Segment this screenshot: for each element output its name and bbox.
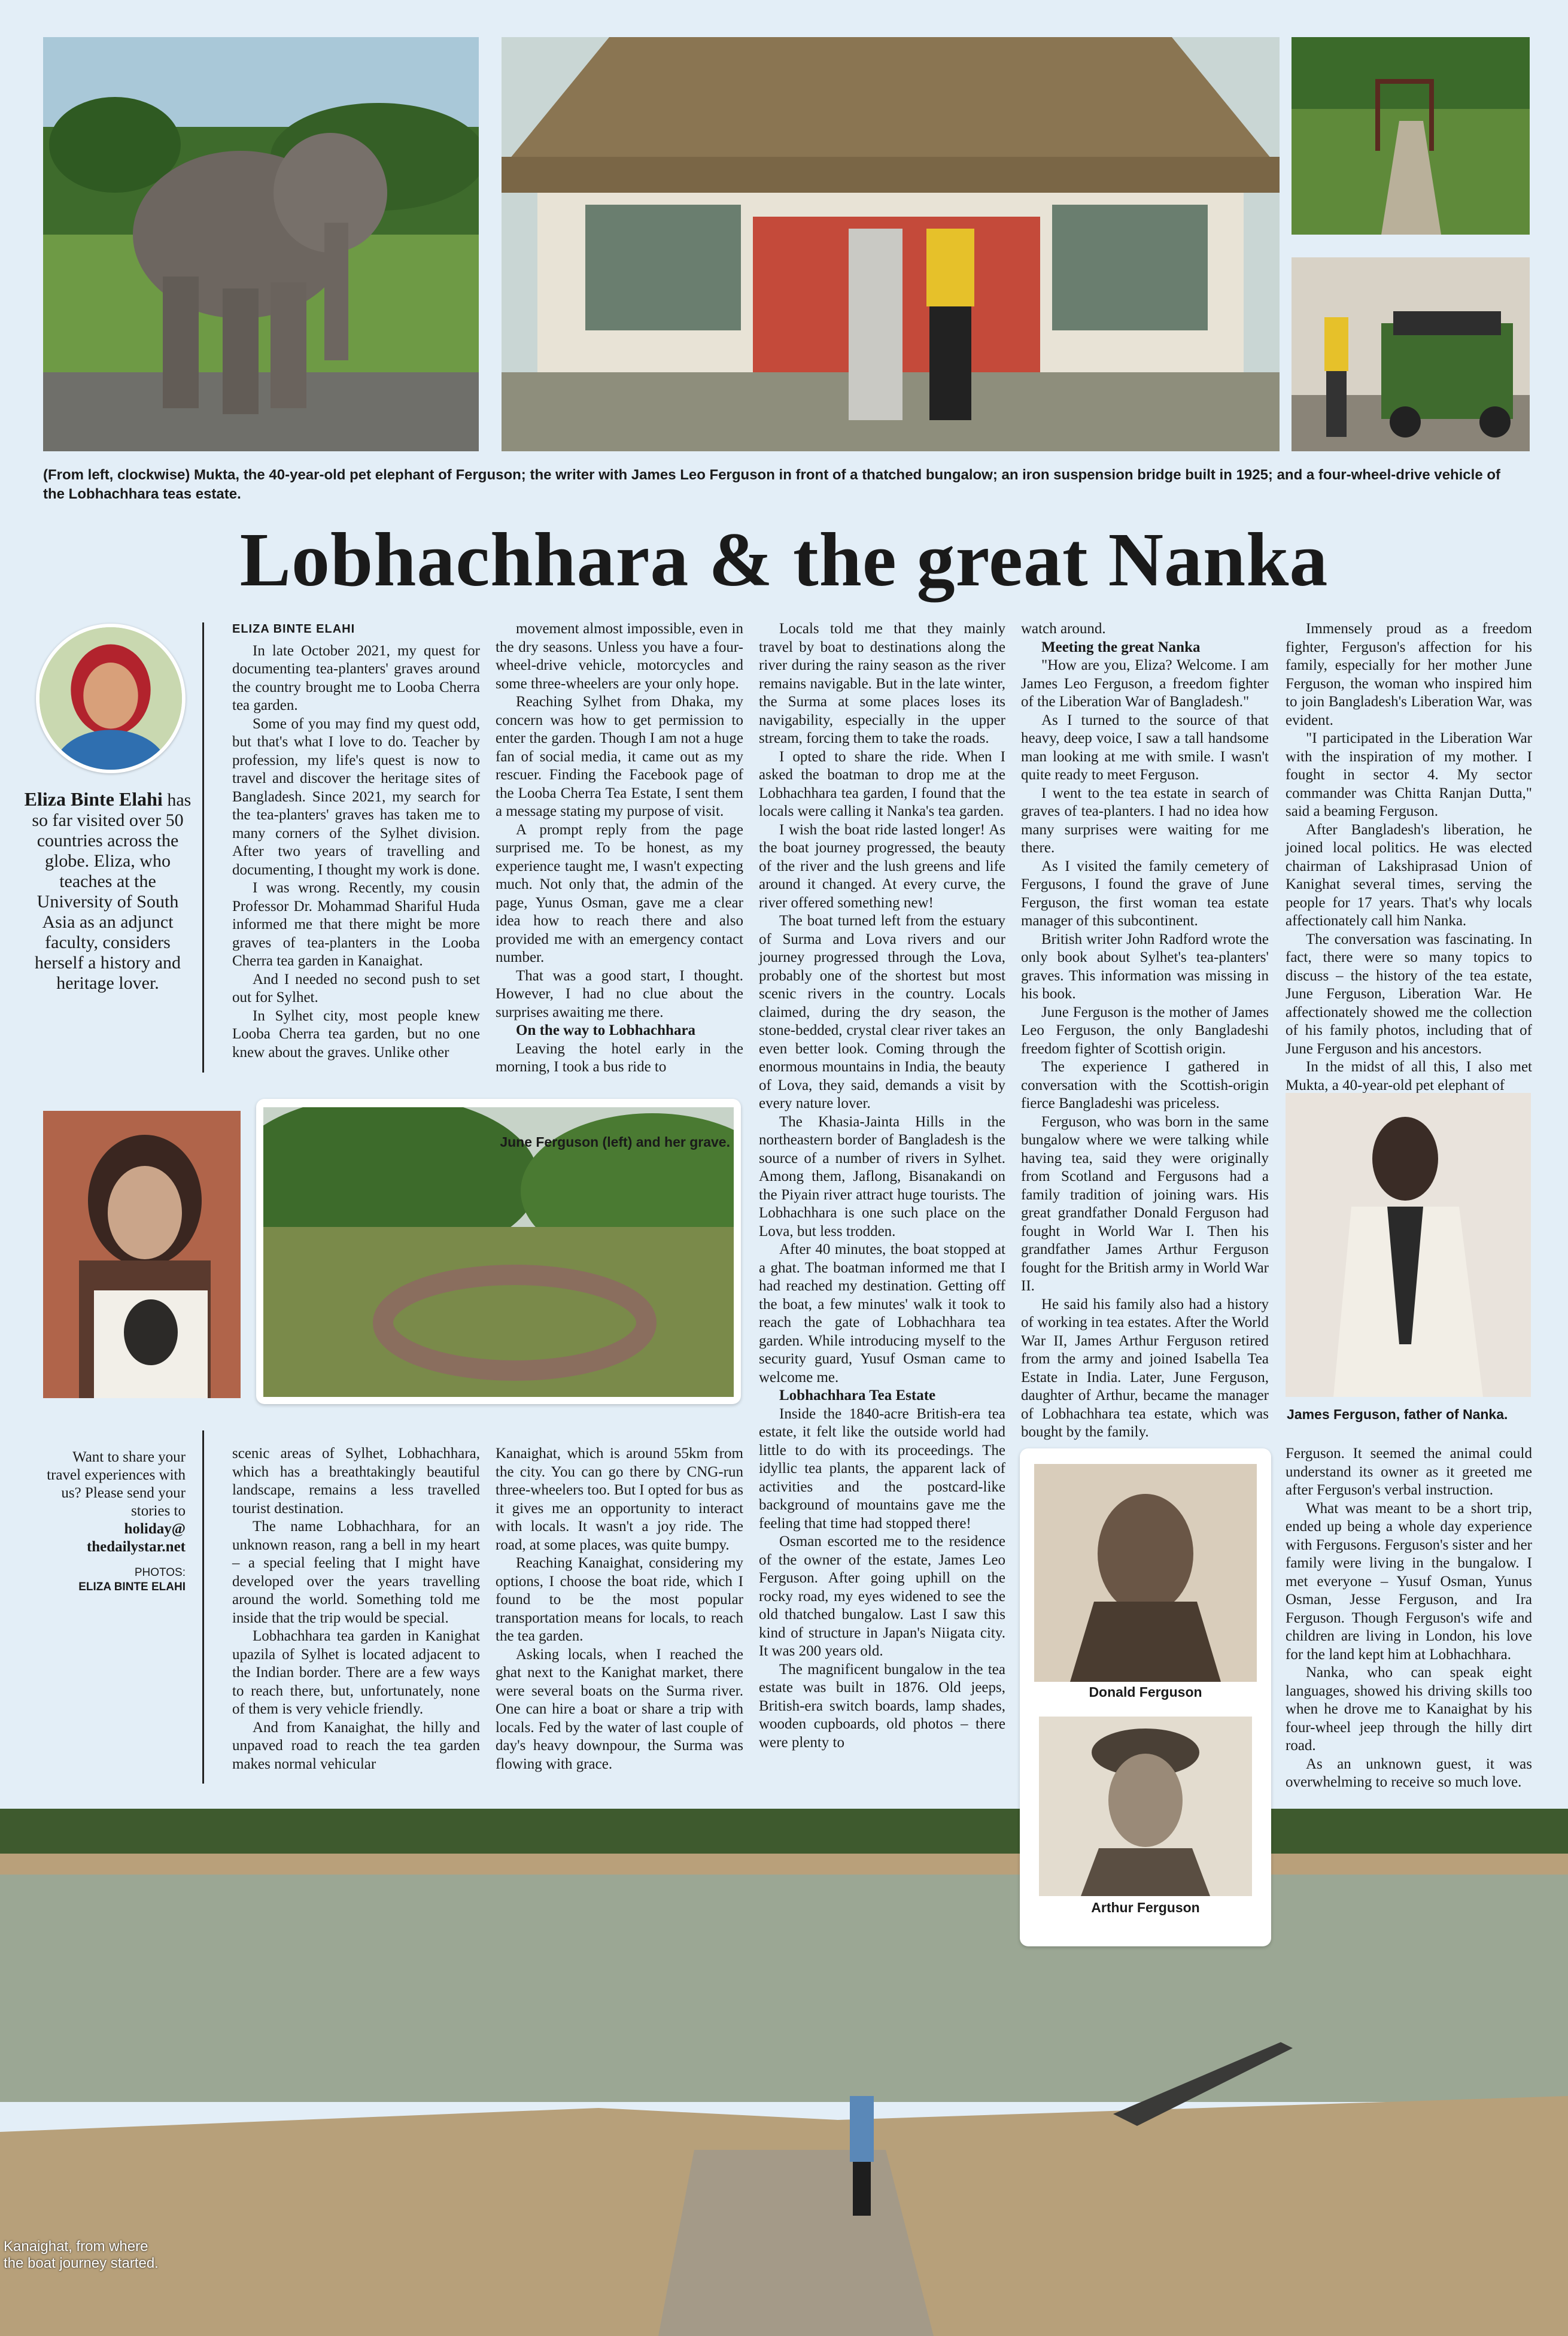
paragraph: British writer John Radford wrote the only book about Sylhet's tea-planters' graves. This information was missing in his book. [1021, 931, 1269, 1002]
james-caption: James Ferguson, father of Nanka. [1287, 1407, 1508, 1422]
paragraph: Leaving the hotel early in the morning, I took a bus ride to [496, 1040, 743, 1075]
paragraph: I opted to share the ride. When I asked the boatman to drop me at the Lobhachhara tea garden, I found that the locals were calling it Nanka's tea garden. [759, 748, 1005, 819]
paragraph: Osman escorted me to the residence of the owner of the estate, James Leo Ferguson. After going uphill on the rocky road, my eyes widened to see the old thatched bungalow. Last I saw this kind of structure in Japan's Niigata city. It was 200 years old. [759, 1533, 1005, 1659]
paragraph: After 40 minutes, the boat stopped at a ghat. The boatman informed me that I had reached my destination. Getting off the boat, a few minutes' walk it took to reach the gate of Lobhachhara tea garden. While introducing myself to the security guard, Yusuf Osman came to welcome me. [759, 1241, 1005, 1386]
paragraph: Reaching Kanaighat, considering my options, I choose the boat ride, which I found to be the most popular transportation means for locals, to reach the tea garden. [496, 1555, 743, 1644]
paragraph: "I participated in the Liberation War with the inspiration of my mother. I fought in sector 4. My sector commander was Chitta Ranjan Dutta," said a beaming Ferguson. [1286, 730, 1532, 819]
article-column-5 [1286, 620, 1532, 1095]
author-name: Eliza Binte Elahi [24, 788, 163, 810]
paragraph: Kanaighat, which is around 55km from the city. You can go there by CNG-run three-wheelers too. But I opted for bus as it gives me an opportunity to interact with locals. It wasn't a joy ride. The road, at some places, was quite bumpy. [496, 1445, 743, 1553]
column-rule [202, 622, 204, 1073]
paragraph: I wish the boat ride lasted longer! As the boat journey progressed, the beauty of the river and the lush greens and life around it changed. At every curve, the river offered something new! [759, 821, 1005, 911]
subheading-meeting: Meeting the great Nanka [1041, 639, 1201, 655]
share-note-text: Want to share your travel experiences with us? Please send your stories to [47, 1449, 186, 1519]
article-column-1 [232, 620, 480, 1062]
paragraph: I was wrong. Recently, my cousin Professor Dr. Mohammad Shariful Huda informed me that there might be more graves of tea-planters in the Looba Cherra tea garden in Kanaighat. [232, 880, 480, 969]
paragraph: As I visited the family cemetery of Fergusons, I found the grave of June Ferguson, the first woman tea estate manager of this subcontinent. [1021, 858, 1269, 929]
top-photos-caption: (From left, clockwise) Mukta, the 40-year-old pet elephant of Ferguson; the writer with James Leo Ferguson in front of a thatched bungalow; an iron suspension bridge built in 1925; and a four-wheel-drive vehicle of the Lobhachhara teas estate. [43, 467, 1500, 502]
paragraph: A prompt reply from the page surprised me. To be honest, as my experience taught me, I wasn't expecting much. Not only that, the admin of the page, Yunus Osman, gave me a clear idea how to reach there and also provided me with an emergency contact number. [496, 821, 743, 965]
credit-label: PHOTOS: [134, 1566, 186, 1579]
june-caption: June Ferguson (left) and her grave. [500, 1134, 730, 1150]
paragraph: movement almost impossible, even in the dry seasons. Unless you have a four-wheel-drive vehicle, motorcycles and some three-wheelers are your only hope. [496, 621, 743, 692]
paragraph: I went to the tea estate in search of graves of tea-planters. I had no idea how many surprises were waiting for me there. [1021, 785, 1269, 856]
paragraph: Ferguson. It seemed the animal could understand its owner as it greeted me after Ferguson's verbal instruction. [1286, 1445, 1532, 1498]
paragraph: In late October 2021, my quest for documenting tea-planters' graves around the country brought me to Looba Cherra tea garden. [232, 642, 480, 713]
paragraph: Locals told me that they mainly travel by boat to destinations along the river during the rainy season as the river remains navigable. But in the late winter, the Surma at some places loses its navigability, especially in the upper stream, forcing them to take the roads. [759, 621, 1005, 746]
paragraph: Asking locals, when I reached the ghat next to the Kanighat market, there were several boats on the Surma river. One can hire a boat or share a trip with locals. Fed by the water of last couple of day's heavy downpour, the Surma was flowing with grace. [496, 1646, 743, 1772]
paragraph: As I turned to the source of that heavy, deep voice, I saw a tall handsome man looking at me with smile. I wasn't quite ready to meet Ferguson. [1021, 712, 1269, 783]
article-column-4 [1021, 620, 1269, 1442]
paragraph: Lobhachhara tea garden in Kanighat upazila of Sylhet is located adjacent to the Indian border. There are a few ways to reach there, but, unfortunately, none of them is very vehicle friendly. [232, 1628, 480, 1717]
paragraph: The Khasia-Jainta Hills in the northeastern border of Bangladesh is the source of a number of rivers in Sylhet. Among them, Jaflong, Bisanakandi on the Piyain river attract huge tourists. The Lobhachhara is one such place on the Lova, but less trodden. [759, 1113, 1005, 1240]
headline: Lobhachhara & the great Nanka [239, 517, 1329, 602]
paragraph: And from Kanaighat, the hilly and unpaved road to reach the tea garden makes normal vehicular [232, 1719, 480, 1772]
byline: ELIZA BINTE ELAHI [232, 622, 355, 636]
paragraph: Immensely proud as a freedom fighter, Ferguson's affection for his family, especially for her mother June Ferguson, the woman who inspired him to join Bangladesh's Liberation War, was evident. [1286, 621, 1532, 728]
james-ferguson-portrait [1286, 1093, 1531, 1397]
paragraph: He said his family also had a history of working in tea estates. After the World War II, James Arthur Ferguson retired from the army and joined Isabella Tea Estate in India. Later, June Ferguson, daughter of Arthur, became the manager of Lobhachhara tea estate, which was bought by the family. [1021, 1296, 1269, 1440]
kanaighat-river-photo [0, 1797, 1568, 2336]
arthur-caption: Arthur Ferguson [1091, 1900, 1200, 1915]
share-email-2[interactable]: thedailystar.net [86, 1539, 186, 1555]
bungalow-photo [502, 37, 1280, 451]
donald-ferguson-portrait [1034, 1464, 1257, 1682]
article-column-2 [496, 620, 743, 1077]
paragraph: The conversation was fascinating. In fact, there were so many topics to discuss – the history of the tea estate, June Ferguson, Liberation War. He affectionately showed me the collection of his family photos, including that of June Ferguson and his ancestors. [1286, 931, 1532, 1057]
article-column-5-bottom [1286, 1445, 1532, 1792]
paragraph: In the midst of all this, I also met Mukta, a 40-year-old pet elephant of [1286, 1059, 1532, 1093]
bridge-photo [1292, 37, 1530, 235]
paragraph: As an unknown guest, it was overwhelming to receive so much love. [1286, 1755, 1532, 1790]
article-column-3 [759, 620, 1005, 1752]
june-ferguson-portrait [43, 1111, 241, 1398]
paragraph: Inside the 1840-acre British-era tea estate, it felt like the outside world had little to do with its proceedings. The idyllic tea plants, the apparent lack of activities and the postcard-like background of mountains gave me the feeling that time had stopped there! [759, 1405, 1005, 1532]
paragraph: And I needed no second push to set out for Sylhet. [232, 971, 480, 1006]
paragraph: After Bangladesh's liberation, he joined local politics. He was elected chairman of Lakshiprasad Union of Kanighat several times, serving the people for 17 years. That's why locals affectionately call him Nanka. [1286, 821, 1532, 929]
paragraph: Nanka, who can speak eight languages, showed his driving skills too when he drove me to Kanaighat by his four-wheel jeep through the hilly dirt road. [1286, 1664, 1532, 1754]
subheading-estate: Lobhachhara Tea Estate [779, 1387, 936, 1404]
share-email-1[interactable]: holiday@ [124, 1521, 186, 1537]
paragraph: The magnificent bungalow in the tea estate was built in 1876. Old jeeps, British-era switch boards, lamp shades, wooden cupboards, old photos – there were plenty to [759, 1661, 1005, 1751]
paragraph: That was a good start, I thought. However, I had no clue about the surprises awaiting me there. [496, 967, 743, 1020]
jeep-photo [1292, 257, 1530, 451]
paragraph: watch around. [1021, 621, 1106, 637]
author-bio-text: has so far visited over 50 countries across the globe. Eliza, who teaches at the University of South Asia as an adjunct faculty, considers herself a history and heritage lover. [32, 790, 192, 993]
paragraph: June Ferguson is the mother of James Leo Ferguson, the only Bangladeshi freedom fighter of Scottish origin. [1021, 1004, 1269, 1057]
paragraph: What was meant to be a short trip, ended up being a whole day experience with Fergusons. Ferguson's sister and her family were living in the bungalow. I met everyone – Yusuf Osman, Yunus Osman, Jesse Ferguson, and Ira Ferguson. Though Ferguson's wife and children are living in London, his love for the land kept him at Lobhachhara. [1286, 1500, 1532, 1663]
article-column-1-bottom [232, 1445, 480, 1773]
article-column-2-bottom [496, 1445, 743, 1773]
column-rule-bottom [202, 1430, 204, 1784]
river-caption: Kanaighat, from where the boat journey started. [4, 2238, 159, 2271]
donald-caption: Donald Ferguson [1089, 1684, 1202, 1700]
paragraph: The boat turned left from the estuary of Surma and Lova rivers and our journey progressed through the Lova, probably one of the shortest but most scenic rivers in the country. Locals claimed, during the dry season, the stone-bedded, crystal clear river takes an even better look. Coming through the enormous mountains in India, the beauty of Lova, they said, demands a visit by every nature lover. [759, 913, 1005, 1111]
author-avatar [36, 624, 186, 773]
paragraph: Ferguson, who was born in the same bungalow where we were talking while having tea, said they were originally from Scotland and Fergusons had a family tradition of joining wars. His great grandfather Donald Ferguson had fought in World War I. Then his grandfather James Arthur Ferguson fought for the British army in World War II. [1021, 1113, 1269, 1294]
share-note [36, 1448, 186, 1556]
author-bio [24, 789, 192, 994]
paragraph: Some of you may find my quest odd, but that's what I love to do. Teacher by profession, my life's quest is now to travel and discover the heritage sites of Bangladesh. Since 2021, my search for the tea-planters' graves has taken me to many corners of the Sylhet division. After two years of travelling and documenting, I thought my work is done. [232, 715, 480, 878]
paragraph: "How are you, Eliza? Welcome. I am James Leo Ferguson, a freedom fighter of the Liberation War of Bangladesh." [1021, 657, 1269, 710]
subheading-way: On the way to Lobhachhara [516, 1022, 696, 1038]
june-grave-photo [263, 1107, 734, 1397]
paragraph: scenic areas of Sylhet, Lobhachhara, which has a breathtakingly beautiful landscape, remains a less travelled tourist destination. [232, 1445, 480, 1517]
paragraph: The experience I gathered in conversation with the Scottish-origin fierce Bangladeshi was priceless. [1021, 1059, 1269, 1111]
arthur-ferguson-portrait [1039, 1717, 1252, 1896]
paragraph: Reaching Sylhet from Dhaka, my concern was how to get permission to enter the garden. Though I am not a huge fan of social media, it came out as my rescuer. Finding the Facebook page of the Looba Cherra Tea Estate, I sent them a message stating my purpose of visit. [496, 694, 743, 819]
credit-name: ELIZA BINTE ELAHI [78, 1581, 186, 1593]
elephant-photo [43, 37, 479, 451]
paragraph: The name Lobhachhara, for an unknown reason, rang a bell in my heart – a special feeling that I might have developed over the years travelling around the world. Something told me inside that the trip would be special. [232, 1518, 480, 1626]
paragraph: In Sylhet city, most people knew Looba Cherra tea garden, but no one knew about the graves. Unlike other [232, 1007, 480, 1061]
photo-credit [36, 1566, 186, 1594]
